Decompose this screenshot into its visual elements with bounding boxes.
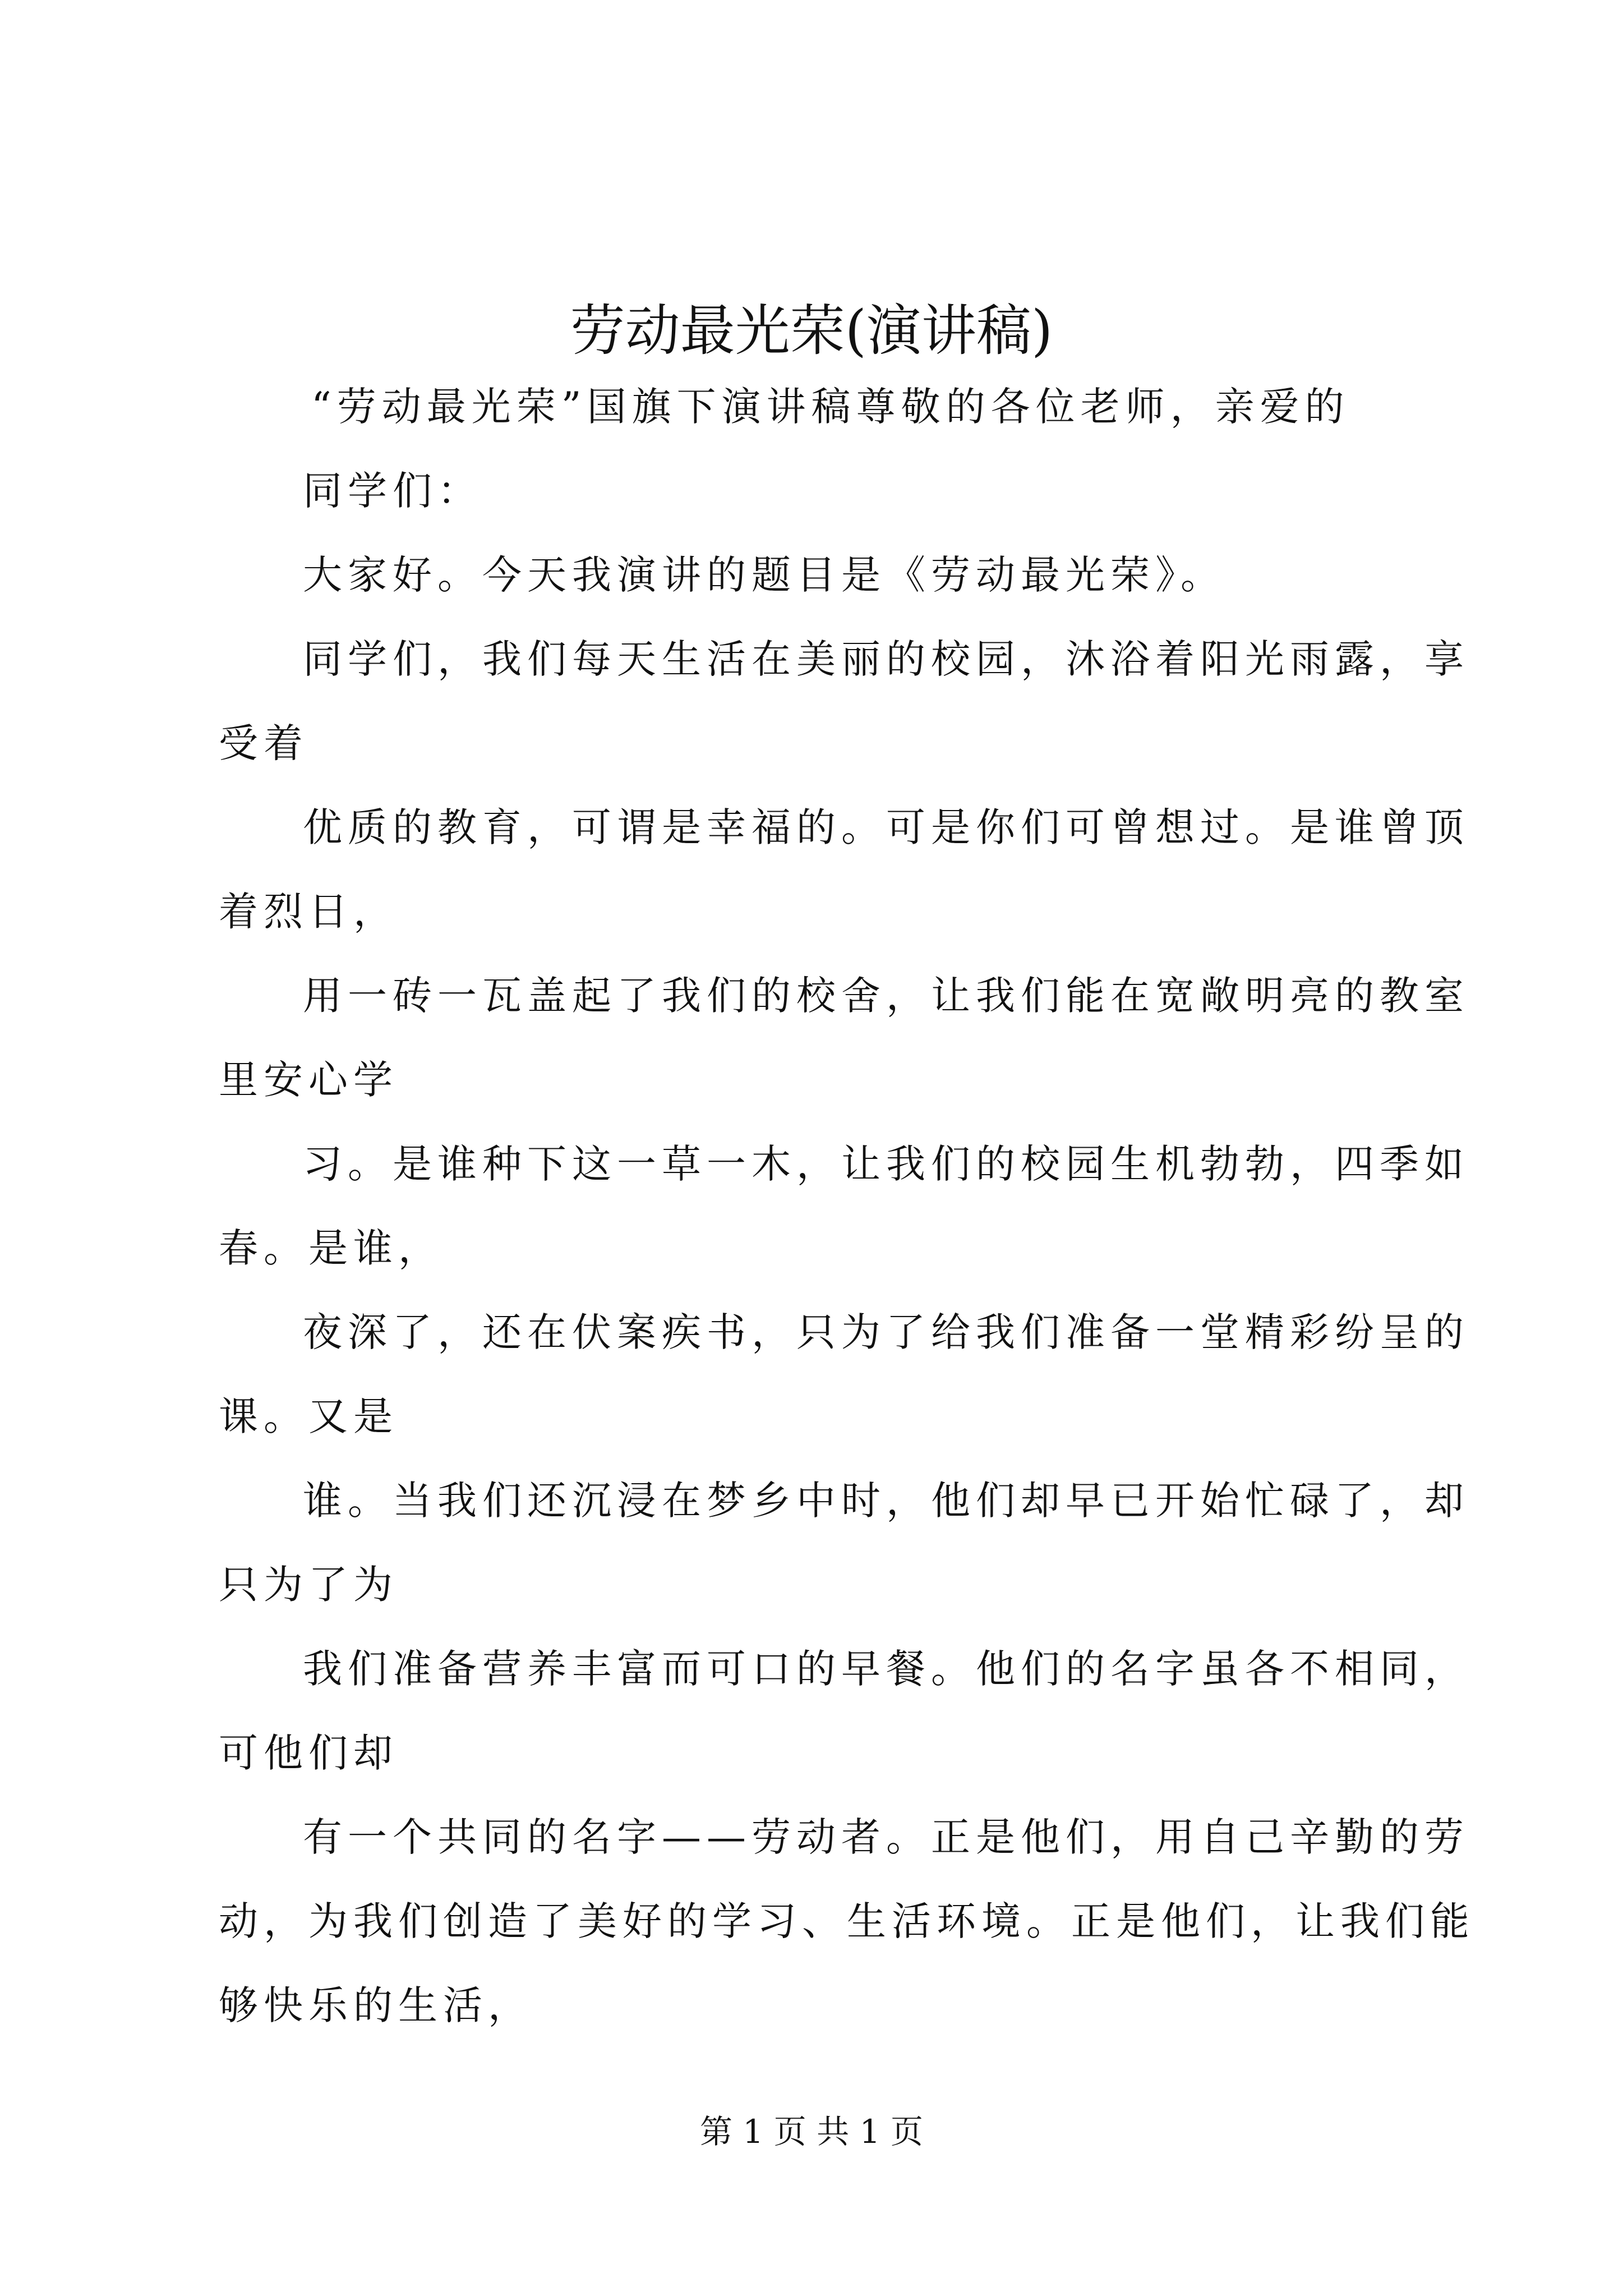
paragraph-line: 优质的教育，可谓是幸福的。可是你们可曾想过。是谁曾顶 — [303, 804, 1469, 850]
paragraph-line: 同学们，我们每天生活在美丽的校园，沐浴着阳光雨露，享 — [303, 636, 1469, 682]
paragraph-line: 春。是谁， — [219, 1225, 443, 1271]
paragraph-line: 课。又是 — [219, 1393, 398, 1439]
paragraph-line: 动，为我们创造了美好的学习、生活环境。正是他们，让我们能 — [219, 1898, 1475, 1944]
paragraph-line: 大家好。今天我演讲的题目是《劳动最光荣》。 — [303, 552, 1225, 598]
paragraph-line: “劳动最光荣”国旗下演讲稿尊敬的各位老师，亲爱的 — [311, 384, 1350, 430]
paragraph-line: 夜深了，还在伏案疾书，只为了给我们准备一堂精彩纷呈的 — [303, 1309, 1469, 1355]
paragraph-line: 只为了为 — [219, 1562, 398, 1608]
paragraph-line: 里安心学 — [219, 1057, 398, 1103]
paragraph-line: 我们准备营养丰富而可口的早餐。他们的名字虽各不相同， — [303, 1646, 1469, 1692]
paragraph-line: 同学们： — [303, 468, 482, 514]
paragraph-line: 受着 — [219, 720, 308, 766]
paragraph-line: 用一砖一瓦盖起了我们的校舍，让我们能在宽敞明亮的教室 — [303, 973, 1469, 1019]
paragraph-line: 着烈日， — [219, 889, 398, 935]
paragraph-line: 谁。当我们还沉浸在梦乡中时，他们却早已开始忙碌了，却 — [303, 1478, 1469, 1524]
document-title: 劳动最光荣(演讲稿) — [570, 299, 1053, 363]
paragraph-line: 够快乐的生活， — [219, 1982, 533, 2028]
paragraph-line: 习。是谁种下这一草一木，让我们的校园生机勃勃，四季如 — [303, 1141, 1469, 1187]
paragraph-line: 可他们却 — [219, 1730, 398, 1776]
page-footer: 第 1 页 共 1 页 — [700, 2113, 923, 2151]
paragraph-line: 有一个共同的名字——劳动者。正是他们，用自己辛勤的劳 — [303, 1814, 1469, 1860]
